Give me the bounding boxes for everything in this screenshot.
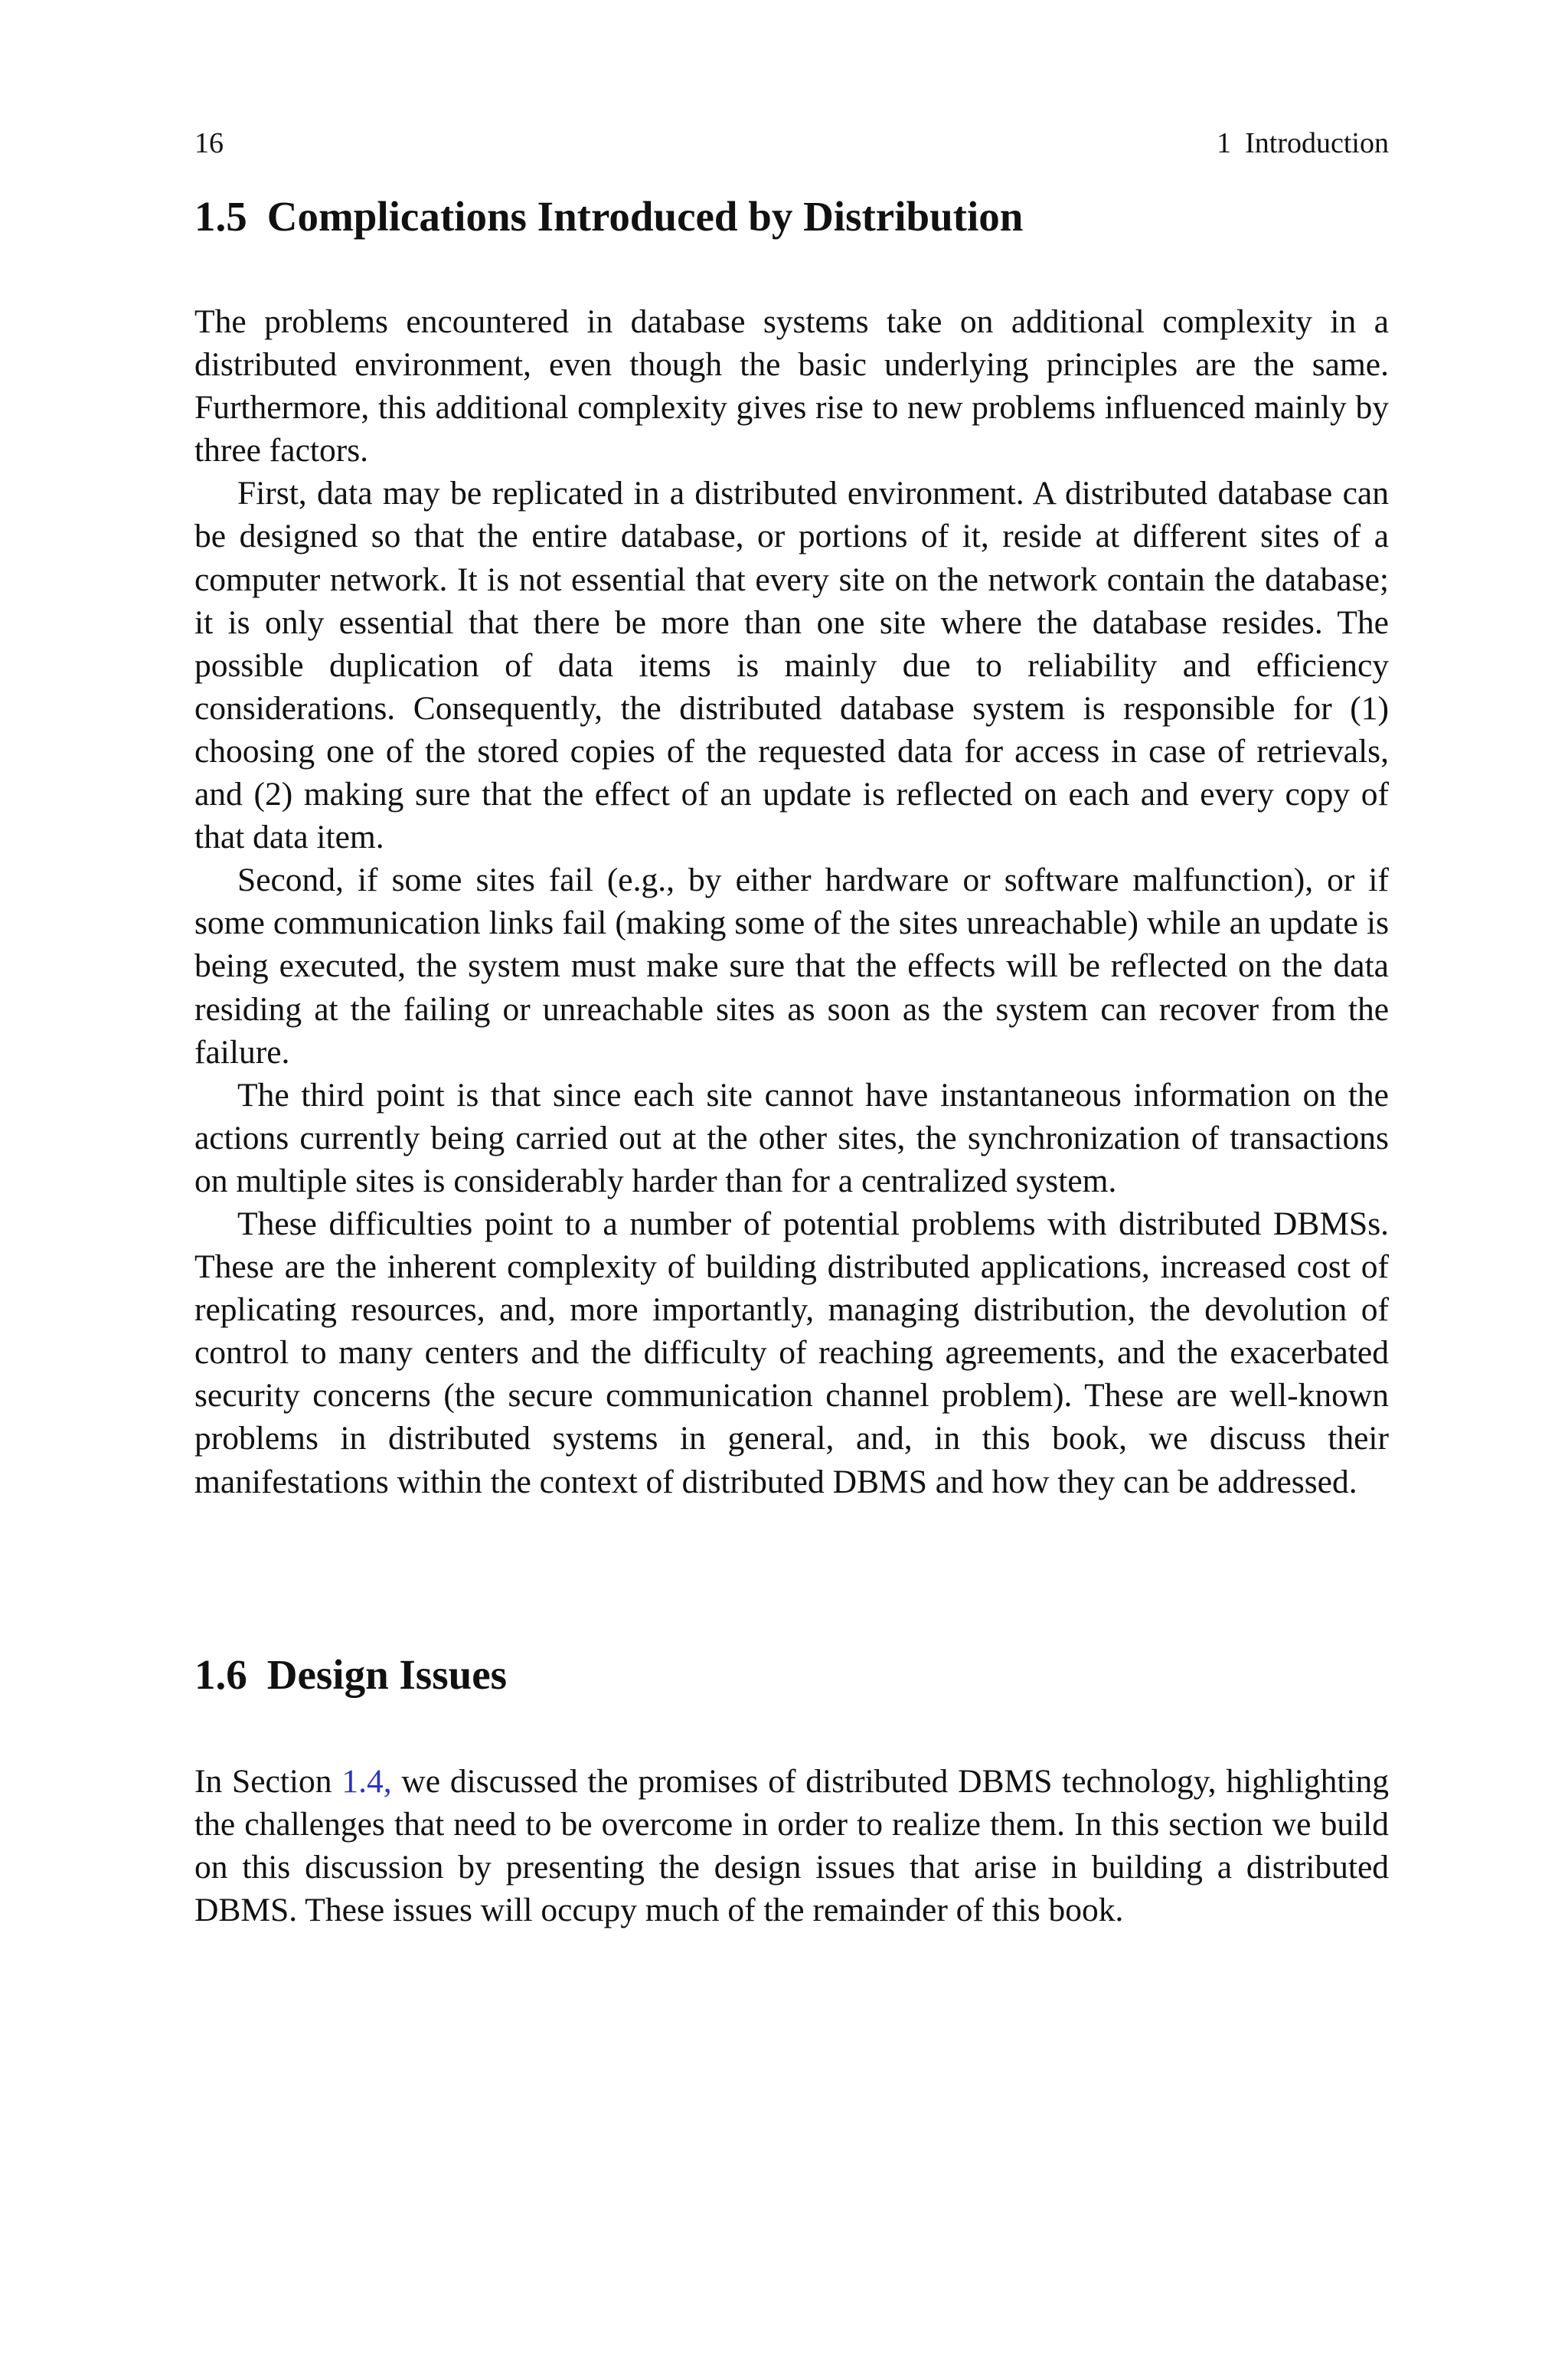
paragraph-text: we discussed the promises of distributed DBMS technology, highlighting the challenges that need to be overcome in order to realize them. In this section we build on this discussion by presenting the design issues that arise in building a distributed DBMS. These issues will occupy much of the remainder of this book. [194,1763,1389,1929]
section-title: Design Issues [266,1651,508,1698]
running-head [1217,124,1389,162]
paragraph: These difficulties point to a number of potential problems with distributed DBMSs. These are the inherent complexity of building distributed applications, increased cost of replicating resources, and, more importantly, managing distribution, the devolution of control to many centers and the difficulty of reaching agreements, and the exacerbated security concerns (the secure communication channel problem). These are well-known problems in distributed systems in general, and, in this book, we discuss their manifestations within the context of distributed DBMS and how they can be addressed. [194,1205,1389,1500]
section-reference-link[interactable]: 1.4, [341,1763,392,1800]
paragraph: Second, if some sites fail (e.g., by either hardware or software malfunction), or if some communication links fail (making some of the sites unreachable) while an update is being executed, the system must make sure that the effects will be reflected on the data residing at the failing or unreachable sites as soon as the system can recover from the failure. [194,862,1389,1071]
page-number: 16 [194,127,224,159]
section-number: 1.5 [194,193,247,240]
section-number: 1.6 [194,1651,247,1698]
section-1-6-body [194,1760,1389,1932]
section-heading-1-5 [194,190,1389,244]
chapter-title: Introduction [1245,127,1389,159]
chapter-number: 1 [1217,127,1232,159]
page-header [194,124,1389,162]
section-1-5-body [194,300,1389,1503]
paragraph: First, data may be replicated in a distributed environment. A distributed database can be designed so that the entire database, or portions of it, reside at different sites of a computer network. It is not essential that every site on the network contain the database; it is only essential that there be more than one site where the database resides. The possible duplication of data items is mainly due to reliability and efficiency considerations. Consequently, the distributed database system is responsible for (1) choosing one of the stored copies of the requested data for access in case of retrievals, and (2) making sure that the effect of an update is reflected on each and every copy of that data item. [194,475,1389,856]
paragraph [194,1760,1389,1932]
section-title: Complications Introduced by Distribution [266,193,1024,240]
paragraph: The problems encountered in database systems take on additional complexity in a distributed environment, even though the basic underlying principles are the same. Furthermore, this additional complexity gives rise to new problems influenced mainly by three factors. [194,303,1389,469]
paragraph: The third point is that since each site cannot have instantaneous information on the actions currently being carried out at the other sites, the synchronization of transactions on multiple sites is considerably harder than for a centralized system. [194,1076,1389,1199]
paragraph-text: In Section [194,1763,342,1800]
section-heading-1-6 [194,1648,1389,1702]
